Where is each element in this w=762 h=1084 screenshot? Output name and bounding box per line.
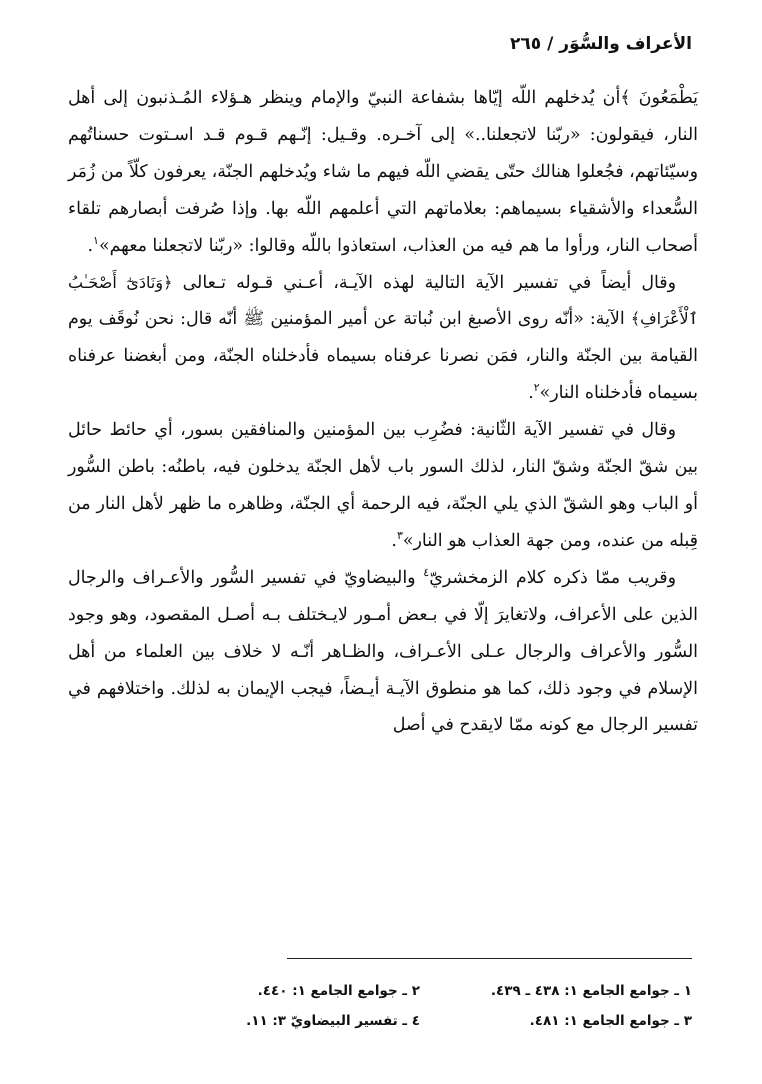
body-text <box>68 80 698 744</box>
paragraph-3-tail: . <box>391 530 397 551</box>
running-header <box>510 34 692 54</box>
footnote-4: ٤ ـ تفسير البيضاويّ ٣: ١١. <box>246 1013 420 1029</box>
paragraph-1 <box>68 80 698 265</box>
paragraph-3 <box>68 412 698 560</box>
footnote-row-1 <box>132 976 692 1006</box>
paragraph-4 <box>68 560 698 745</box>
paragraph-1-text: يَطْمَعُونَ ﴾أن يُدخلهم اللّه إيّاها بشفاعة النبيّ والإمام وينظر هـؤلاء المُـذنبون إلى أهل النار، فيقولون: «ربّنا لاتجعلنا..» إلى آخـره. وقـيل: إنّـهم قـوم قـد اسـتوت حسناتُهم وسيّئاتهم، فجُعلوا هنالك حتّى يقضي اللّه فيهم ما شاء ويُدخلهم الجنّة، يعرفون كلّاً من زُمَر السُّعداء والأشقياء بسيماهم: بعلاماتهم التي أعلمهم اللّه بها. وإذا صُرفت أبصارهم تلقاء أصحاب النار، ورأوا ما هم فيه من العذاب، استعاذوا باللّه وقالوا: «ربّنا لاتجعلنا معهم» <box>68 88 698 256</box>
footnote-ref-1: ١ <box>93 233 99 247</box>
footnote-divider <box>287 958 692 959</box>
paragraph-2 <box>68 265 698 413</box>
running-title: الأعراف والسُّوَر <box>559 34 692 54</box>
paragraph-2-text-a: وقال أيضاً في تفسير الآية التالية لهذه الآيـة، أعـني قـوله تـعالى <box>172 272 677 293</box>
paragraph-3-text: وقال في تفسير الآية الثّانية: فضُرِب بين المؤمنين والمنافقين بسور، أي حائط حائل بين شقّ الجنّة وشقّ النار، لذلك السور باب لأهل الجنّة يدخلون فيه، باطنُه: باطن السُّور أو الباب وهو الشقّ الذي يلي الجنّة، فيه الرحمة أي الجنّة، وظاهره ما ظهر لأهل النار من قِبله من عنده، ومن جهة العذاب هو النار» <box>68 420 698 551</box>
paragraph-1-tail: . <box>87 235 94 256</box>
footnote-row-2 <box>132 1006 692 1036</box>
page-number: ٢٦٥ <box>509 34 542 54</box>
footnote-3: ٣ ـ جوامع الجامع ١: ٤٨١. <box>529 1013 692 1029</box>
paragraph-4-tail: والبيضاويّ في تفسير السُّور والأعـراف والرجال الذين على الأعراف، ولاتغايرَ إلّا في بـعض أمـور لايـختلف بـه أصـل المقصود، وهو وجود السُّور والأعراف والرجال عـلى الأعـراف، والظـاهر أنّـه لا خلاف بين العلماء من أهل الإسلام في وجود ذلك، كما هو منطوق الآيـة أيـضاً، فيجب الإيمان به لذلك. واختلافهم في تفسير الرجال مع كونه ممّا لايقدح في أصل <box>68 567 698 736</box>
footnote-ref-4: ٤ <box>423 565 430 579</box>
footnote-2: ٢ ـ جوامع الجامع ١: ٤٤٠. <box>257 983 420 999</box>
header-separator: / <box>547 34 554 54</box>
footnotes <box>132 976 692 1036</box>
footnote-ref-2: ٢ <box>533 381 540 395</box>
paragraph-4-text: وقريب ممّا ذكره كلام الزمخشريّ <box>429 567 676 588</box>
paragraph-2-tail: . <box>528 383 534 404</box>
paragraph-2-text-b: الآية: «أنّه روى الأصبغ ابن نُباتة عن أمير المؤمنين ﷺ أنّه قال: نحن نُوقَف يوم القيامة بين الجنّة والنار، فمَن نصرنا عرفناه بسيماه فأدخلناه الجنّة، ومن أبغضنا عرفناه بسيماه فأدخلناه النار» <box>68 309 698 404</box>
footnote-ref-3: ٣ <box>396 529 403 543</box>
footnote-1: ١ ـ جوامع الجامع ١: ٤٣٨ ـ ٤٣٩. <box>490 983 692 999</box>
quran-verse: ﴿وَنَادَىٰٓ أَصْحَـٰبُ ٱلْأَعْرَافِ﴾ <box>68 272 698 329</box>
